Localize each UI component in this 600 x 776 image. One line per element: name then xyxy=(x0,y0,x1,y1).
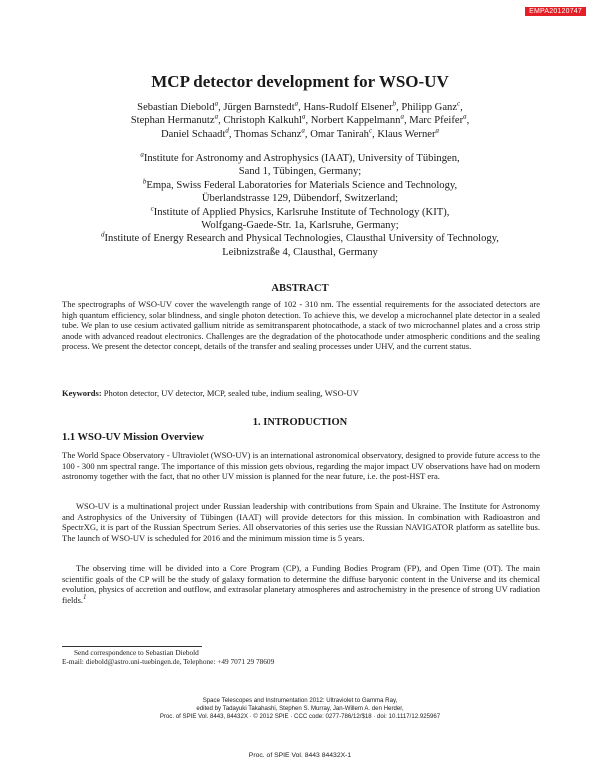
author-name: Philipp Ganz xyxy=(401,102,458,113)
affiliation-line: Sand 1, Tübingen, Germany; xyxy=(238,166,362,178)
correspondence-line: Send correspondence to Sebastian Diebold xyxy=(74,648,199,657)
keywords-text: Photon detector, UV detector, MCP, sealed tube, indium sealing, WSO-UV xyxy=(103,388,359,398)
subsection-heading: 1.1 WSO-UV Mission Overview xyxy=(62,432,204,443)
abstract-text: The spectrographs of WSO-UV cover the wavelength range of 102 - 310 nm. The essential requirements for the associated detectors are high quantum efficiency, solar blindness, and single photon detection. To achieve this, we develop a microchannel plate detector in a sealed tube. We plan to use cesium activated gallium nitride as semitransparent photocathode, a stack of two microchannel plates and a cross strip anode with advanced readout electronics. Challenges are the degradation of the photocathode under atmospheric conditions and the sealing process. We present the detector concept, details of the transfer and sealing processes under UHV, and the current status. xyxy=(62,299,540,352)
author-name: Sebastian Diebold xyxy=(137,102,215,113)
affiliation-mark: b xyxy=(142,177,147,186)
abstract-heading: ABSTRACT xyxy=(271,283,329,294)
author-name: Daniel Schaadt xyxy=(161,128,226,140)
author-name: Thomas Schanz xyxy=(234,128,302,140)
intro-paragraph-1: The World Space Observatory - Ultraviolet (WSO-UV) is an international astronomical observatory, designed to provide future access to the 100 - 300 nm spectral range. The importance of this mission gets obvious, regarding the major impact UV observations have had on modern astronomy together with the fact, that no other UV mission is planned for the near future, i.e. the post-HST era. xyxy=(62,450,541,482)
author-affiliation-mark: c xyxy=(368,126,373,135)
footnote-divider xyxy=(62,646,202,647)
author-affiliation-mark: a xyxy=(463,112,467,121)
author-list: Sebastian Diebold$^a$, Jürgen Barnstedt$^a$, Hans-Rudolf Elsener$^b$, Philipp Ganz$^c$, Stephan Hermanutz$^a$, Christoph Kalkuhl$^a$, Norbert Kappelmann$^a$, Marc Pfeifer$^a$, Daniel Schaadt$^d$, Thomas Schanz$^a$, Omar Tanirah$^c$, Klaus Werner$^a$ xyxy=(130,99,470,140)
contact-line: E-mail: diebold@astro.uni-tuebingen.de, Telephone: +49 7071 29 78609 xyxy=(62,657,275,667)
intro-paragraph-3-text: The observing time will be divided into a Core Program (CP), a Funding Bodies Program (FP), and Open Time (OT). The main scientific goals of the CP will be the study of galaxy formation to determine the diffuse baryonic content in the Universe and its chemical evolution, physics of accretion and outflow, and extrasolar planetary atmospheres and astrochemistry in the presence of strong UV radiation fields. xyxy=(62,563,540,605)
author-name: Christoph Kalkuhl xyxy=(223,115,302,127)
author-name: Klaus Werner xyxy=(377,128,436,140)
author-affiliation-mark: a xyxy=(214,99,219,108)
paper-title: MCP detector development for WSO-UV xyxy=(151,72,449,91)
author-name: Hans-Rudolf Elsener xyxy=(303,102,393,113)
conference-line-3: Proc. of SPIE Vol. 8443, 84432X · © 2012 SPIE · CCC code: 0277-786/12/$18 · doi: 10.1117/12.925967 xyxy=(159,712,441,720)
author-name: Stephan Hermanutz xyxy=(130,115,215,127)
intro-paragraph-2: WSO-UV is a multinational project under Russian leadership with contributions from Spain and Ukraine. The Institute for Astronomy and Astrophysics of the University of Tübingen (IAAT) will provide detectors for this mission. In combination with Radioastron and SpectrXG, it is part of the Russian Spectrum Series. All observatories of this series use the Russian NAVIGATOR platform as satellite bus. The launch of WSO-UV is scheduled for 2016 and the minimum mission time is 5 years. xyxy=(62,501,540,543)
affiliation-line: $^b$Empa, Swiss Federal Laboratories for Materials Science and Technology, xyxy=(142,177,458,191)
keywords xyxy=(62,388,540,399)
author-affiliation-mark: a xyxy=(301,112,306,121)
keywords-label: Keywords: xyxy=(62,388,102,398)
affiliation-line: $^d$Institute of Energy Research and Physical Technologies, Clausthal University of Technology, xyxy=(101,230,499,245)
author-affiliation-mark: b xyxy=(392,99,397,108)
affiliation-mark: d xyxy=(101,230,105,239)
author-affiliation-mark: a xyxy=(214,112,219,121)
section-heading: 1. INTRODUCTION xyxy=(252,417,348,428)
affiliation-mark: a xyxy=(140,150,144,159)
author-affiliation-mark: a xyxy=(294,99,299,108)
affiliation-line: $^a$Institute for Astronomy and Astrophysics (IAAT), University of Tübingen, xyxy=(140,150,460,164)
author-affiliation-mark: c xyxy=(457,99,461,108)
affiliation-mark: c xyxy=(150,204,154,213)
conference-line-2: edited by Tadayuki Takahashi, Stephen S. Murray, Jan-Willem A. den Herder, xyxy=(196,704,404,712)
correspondence-footnote xyxy=(62,648,540,667)
affiliation-line: $^c$Institute of Applied Physics, Karlsruhe Institute of Technology (KIT), xyxy=(150,204,450,218)
author-affiliation-mark: d xyxy=(225,126,229,135)
document-id-stamp: EMPA20120747 xyxy=(525,7,586,16)
conference-citation xyxy=(138,697,462,720)
author-name: Marc Pfeifer xyxy=(409,115,464,127)
conference-line-1: Space Telescopes and Instrumentation 2012: Ultraviolet to Gamma Ray, xyxy=(202,697,398,704)
intro-paragraph-3 xyxy=(62,563,540,605)
author-affiliation-mark: a xyxy=(435,126,439,135)
affiliation-list xyxy=(40,152,560,259)
page-footer: Proc. of SPIE Vol. 8443 84432X-1 xyxy=(248,752,352,759)
author-name: Norbert Kappelmann xyxy=(310,115,401,127)
author-affiliation-mark: a xyxy=(301,126,305,135)
footnote-ref: 1 xyxy=(83,592,87,601)
affiliation-line: Leibnizstraße 4, Clausthal, Germany xyxy=(222,246,378,258)
affiliation-line: Wolfgang-Gaede-Str. 1a, Karlsruhe, Germany; xyxy=(201,220,399,232)
author-name: Omar Tanirah xyxy=(310,128,369,140)
author-name: Jürgen Barnstedt xyxy=(223,102,295,113)
affiliation-line: Überlandstrasse 129, Dübendorf, Switzerland; xyxy=(201,193,399,205)
author-affiliation-mark: a xyxy=(400,112,404,121)
